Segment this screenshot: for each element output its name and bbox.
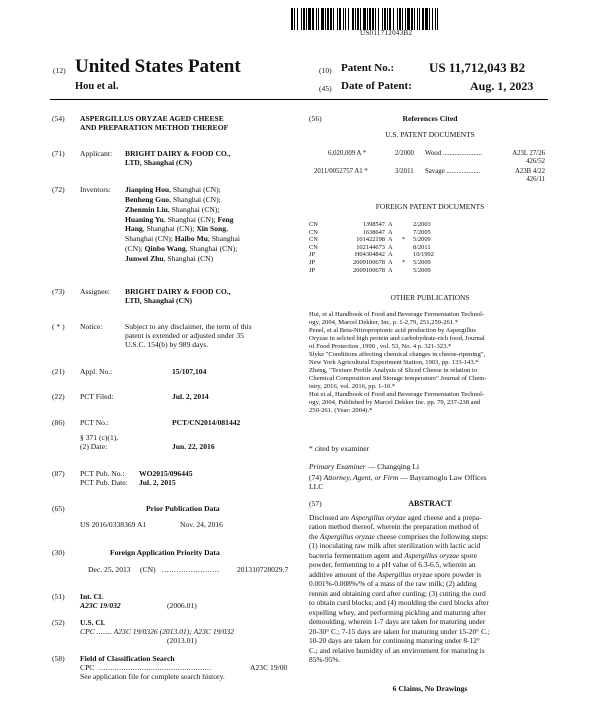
us-doc-class: A23B 4/22 bbox=[514, 168, 545, 175]
foreign-doc-date: 5/2009 bbox=[413, 236, 431, 244]
s371-date-label: (2) Date: bbox=[80, 442, 108, 451]
foreign-doc-country: CN bbox=[309, 221, 318, 228]
foreign-priority-country: (CN) bbox=[140, 565, 156, 574]
field-search-dots: .................................................. bbox=[99, 663, 212, 672]
foreign-doc-star: * bbox=[402, 236, 406, 244]
us-doc-number: 6,020,009 A * bbox=[328, 150, 367, 157]
abstract-line: 85%-95%. bbox=[309, 655, 341, 665]
other-pub-line: New York Agricultural Experiment Station, 1903, pp. 133-143.* bbox=[309, 359, 479, 367]
appl-no: 15/107,104 bbox=[172, 367, 207, 376]
foreign-doc-number: 102144673 bbox=[356, 243, 385, 251]
foreign-doc-date: 2/2003 bbox=[413, 221, 431, 228]
foreign-doc-kind: A bbox=[388, 221, 393, 228]
code-71: (71) bbox=[52, 149, 65, 158]
abstract-line: bacteria fermentation agent and Aspergillus oryzae spore bbox=[309, 550, 478, 560]
pct-filed-label: PCT Filed: bbox=[80, 392, 114, 401]
foreign-doc-kind: A bbox=[388, 236, 393, 244]
pct-pub-no: WO2015/096445 bbox=[139, 469, 193, 478]
us-cl-line-2: (2013.01) bbox=[167, 636, 197, 645]
abstract-line: 10-20 days are taken for continuing maturing under 8-12° bbox=[309, 636, 480, 646]
foreign-doc-kind: A bbox=[388, 243, 393, 251]
int-cl-label: Int. Cl. bbox=[80, 592, 103, 601]
abstract-line: Disclosed are Aspergillus oryzae aged cheese and a prepa- bbox=[309, 513, 482, 522]
other-pub-line: istry, 2016, vol. 2016, pp. 1-10.* bbox=[309, 383, 396, 391]
applicant-label: Applicant: bbox=[80, 149, 113, 158]
claims-summary: 6 Claims, No Drawings bbox=[392, 684, 468, 693]
abstract-line: additive amount of the Aspergillus oryzae spore powder is bbox=[309, 569, 482, 579]
foreign-docs-heading: FOREIGN PATENT DOCUMENTS bbox=[375, 202, 485, 211]
other-pubs-list bbox=[309, 311, 549, 415]
us-cl-line-1: CPC ........ A23C 19/0326 (2013.01); A23C 19/032 bbox=[80, 627, 234, 636]
date-label: Date of Patent: bbox=[341, 80, 412, 92]
other-pub-line: of Food Protection ,1990 , vol. 53, No. 4 p. 321-323.* bbox=[309, 343, 452, 351]
foreign-doc-country: JP bbox=[309, 259, 316, 266]
inventor-line: (CN); Qinbo Wang, Shanghai (CN); bbox=[125, 244, 238, 254]
assignee-line-1: BRIGHT DAIRY & FOOD CO., bbox=[125, 287, 231, 296]
abstract-line: demoulding, wherein 1-7 days are taken for maturing under bbox=[309, 617, 486, 627]
appl-no-label: Appl. No.: bbox=[80, 367, 113, 376]
code-72: (72) bbox=[52, 185, 65, 194]
pct-no-label: PCT No.: bbox=[80, 418, 109, 427]
abstract-line: to obtain curd blocks; and (4) moulding the curd blocks after bbox=[309, 598, 489, 608]
barcode bbox=[291, 8, 546, 30]
field-search-cpc: CPC bbox=[80, 663, 95, 672]
foreign-doc-country: CN bbox=[309, 236, 318, 244]
code-86: (86) bbox=[52, 418, 65, 427]
attorney-line-2: LLC bbox=[309, 482, 324, 491]
code-22: (22) bbox=[52, 392, 65, 401]
inventor-line: Zhenmin Liu, Shanghai (CN); bbox=[125, 204, 220, 214]
code-56: (56) bbox=[309, 114, 322, 123]
abstract-line: 0.001%-0.008%/% of a mass of the raw milk; (2) adding bbox=[309, 579, 477, 589]
patent-number: US 11,712,043 B2 bbox=[429, 60, 526, 75]
foreign-priority-dots: ........................ bbox=[162, 565, 220, 574]
inventor-line: Huaning Yu, Shanghai (CN); Feng bbox=[125, 214, 234, 224]
code-21: (21) bbox=[52, 367, 65, 376]
notice-line-1: Subject to any disclaimer, the term of this bbox=[125, 322, 252, 331]
us-cl-label: U.S. Cl. bbox=[80, 618, 105, 627]
foreign-doc-country: JP bbox=[309, 251, 316, 259]
code-58: (58) bbox=[52, 654, 65, 663]
foreign-doc-star: * bbox=[402, 259, 406, 266]
other-pub-line: ogy, 2004, Marcel Dekker, Inc, p. 1-2,79, 251,259-261.* bbox=[309, 319, 459, 327]
pct-filed-date: Jul. 2, 2014 bbox=[172, 392, 209, 401]
us-doc-name: Savage .................... bbox=[425, 168, 481, 175]
title-line-1: ASPERGILLUS ORYZAE AGED CHEESE bbox=[80, 114, 224, 123]
foreign-doc-date: 10/1992 bbox=[413, 251, 434, 259]
foreign-doc-date: 5/2009 bbox=[413, 259, 431, 266]
abstract-heading: ABSTRACT bbox=[408, 499, 452, 508]
patent-no-label: Patent No.: bbox=[341, 62, 395, 74]
prior-pub-heading: Prior Publication Data bbox=[146, 504, 220, 513]
inventor-short: Hou et al. bbox=[75, 81, 119, 92]
foreign-doc-number: 2009100678 bbox=[353, 259, 385, 266]
prior-pub-number: US 2016/0338369 A1 bbox=[80, 520, 147, 529]
other-pub-line: Chemical Composition and Storage temperature" Journal of Chem- bbox=[309, 375, 487, 383]
foreign-doc-country: CN bbox=[309, 243, 318, 251]
s371-date: Jun. 22, 2016 bbox=[172, 442, 215, 451]
abstract-line: ration method thereof, wherein the preparation method of bbox=[309, 522, 479, 532]
inventors-label: Inventors: bbox=[80, 185, 111, 194]
foreign-doc-kind: A bbox=[388, 251, 393, 259]
code-73: (73) bbox=[52, 287, 65, 296]
applicant-line-1: BRIGHT DAIRY & FOOD CO., bbox=[125, 149, 231, 158]
us-doc-subclass: 426/52 bbox=[526, 158, 545, 165]
foreign-doc-country: CN bbox=[309, 228, 318, 236]
code-54: (54) bbox=[52, 114, 65, 123]
us-docs-heading: U.S. PATENT DOCUMENTS bbox=[385, 130, 475, 139]
other-pub-line: Penel, et al Beta-Nitropropionic acid production by Aspergillus bbox=[309, 327, 476, 335]
foreign-doc-country: JP bbox=[309, 266, 316, 274]
other-pub-line: Oryzae in selcted high protein and carbohydrate-rich food, Journal bbox=[309, 335, 485, 343]
foreign-doc-date: 5/2009 bbox=[413, 266, 431, 274]
foreign-doc-kind: A bbox=[388, 266, 393, 274]
code-87: (87) bbox=[52, 469, 65, 478]
abstract-line: 20-30° C.; 7-15 days are taken for maturing under 15-20° C.; bbox=[309, 626, 490, 636]
abstract-text bbox=[309, 513, 549, 665]
code-52: (52) bbox=[52, 618, 65, 627]
other-pub-line: Slyke "Conditions affecting chemical changes in cheese-ripening", bbox=[309, 351, 486, 359]
abstract-line: (1) inoculating raw milk after sterilization with lactic acid bbox=[309, 541, 481, 551]
abstract-line: rennin and obtaining curd after curding; (3) cutting the curd bbox=[309, 588, 486, 598]
field-search-label: Field of Classification Search bbox=[80, 654, 175, 663]
inventor-line: Hang, Shanghai (CN); Xin Song, bbox=[125, 224, 228, 234]
foreign-doc-number: 2009100678 bbox=[353, 266, 385, 274]
code-45: (45) bbox=[319, 84, 332, 93]
attorney: (74) Attorney, Agent, or Firm — Bayramoglu Law Offices bbox=[309, 473, 487, 482]
code-51: (51) bbox=[52, 592, 65, 601]
foreign-doc-kind: A bbox=[388, 228, 393, 236]
primary-examiner: Primary Examiner — Changqing Li bbox=[309, 462, 420, 471]
abstract-line: C.; and relative humidity of an environment for maturing is bbox=[309, 645, 485, 655]
us-doc-number: 2011/0052757 A1 * bbox=[314, 168, 368, 175]
abstract-line: powder, fermenting to a pH value of 6.3-6.5, wherein an bbox=[309, 560, 476, 570]
foreign-doc-number: 1398547 bbox=[362, 221, 385, 228]
title-line-2: AND PREPARATION METHOD THEREOF bbox=[80, 123, 229, 132]
int-cl-class: A23C 19/032 bbox=[80, 601, 121, 610]
assignee-label: Assignee: bbox=[80, 287, 110, 296]
prior-pub-date: Nov. 24, 2016 bbox=[180, 520, 223, 529]
foreign-priority-number: 201310728029.7 bbox=[237, 565, 289, 574]
foreign-doc-number: H04304842 bbox=[354, 251, 385, 259]
foreign-doc-date: 7/2005 bbox=[413, 228, 431, 236]
us-doc-date: 3/2011 bbox=[395, 168, 414, 175]
barcode-number: US011712043B2 bbox=[360, 29, 413, 37]
references-heading: References Cited bbox=[402, 114, 458, 123]
foreign-doc-number: 101422198 bbox=[356, 236, 385, 244]
other-pubs-heading: OTHER PUBLICATIONS bbox=[390, 293, 470, 302]
foreign-doc-number: 1638647 bbox=[362, 228, 385, 236]
us-doc-class: A23L 27/26 bbox=[512, 150, 545, 157]
foreign-priority-heading: Foreign Application Priority Data bbox=[110, 548, 220, 557]
notice-line-3: U.S.C. 154(b) by 989 days. bbox=[125, 340, 209, 349]
code-notice: ( * ) bbox=[52, 322, 65, 331]
notice-label: Notice: bbox=[80, 322, 103, 331]
other-pub-line: ogy, 2004, Published by Marcel Dekker Inc. pp. 79, 237-238 and bbox=[309, 399, 481, 407]
s371-label: § 371 (c)(1), bbox=[80, 433, 119, 442]
code-10: (10) bbox=[319, 66, 332, 75]
applicant-line-2: LTD, Shanghai (CN) bbox=[125, 158, 193, 167]
barcode-bar bbox=[438, 8, 440, 30]
inventor-line: Benheng Guo, Shanghai (CN); bbox=[125, 194, 221, 204]
header-divider bbox=[50, 99, 548, 100]
inventor-line: Junwei Zhu, Shanghai (CN) bbox=[125, 254, 214, 264]
other-pub-line: 250-261. (Year: 2004).* bbox=[309, 407, 373, 415]
cited-by-examiner: * cited by examiner bbox=[309, 444, 370, 453]
other-pub-line: Zheng, "Texture Profile Analysis of Sliced Cheese in relation to bbox=[309, 367, 478, 375]
code-65: (65) bbox=[52, 504, 65, 513]
foreign-doc-kind: A bbox=[388, 259, 393, 266]
foreign-priority-date: Dec. 25, 2013 bbox=[88, 565, 131, 574]
abstract-line: expelling whey, and performing pickling and maturing after bbox=[309, 607, 486, 617]
foreign-doc-date: 8/2011 bbox=[413, 243, 431, 251]
us-doc-subclass: 426/11 bbox=[526, 176, 545, 183]
field-search-note: See application file for complete search history. bbox=[80, 672, 225, 681]
code-12: (12) bbox=[53, 66, 66, 75]
patent-date: Aug. 1, 2023 bbox=[470, 79, 534, 93]
document-title: United States Patent bbox=[75, 56, 241, 77]
pct-pub-no-label: PCT Pub. No.: bbox=[80, 469, 125, 478]
int-cl-version: (2006.01) bbox=[167, 601, 197, 610]
pct-no: PCT/CN2014/081442 bbox=[172, 418, 241, 427]
inventors-list bbox=[125, 185, 240, 264]
inventor-line: Jianping Hou, Shanghai (CN); bbox=[125, 185, 221, 194]
pct-pub-date-label: PCT Pub. Date: bbox=[80, 478, 128, 487]
us-doc-date: 2/2000 bbox=[395, 150, 414, 157]
code-57: (57) bbox=[309, 499, 322, 508]
notice-line-2: patent is extended or adjusted under 35 bbox=[125, 331, 244, 340]
abstract-line: the Aspergillus oryzae cheese comprises the following steps: bbox=[309, 531, 489, 541]
other-pub-line: Hui et al, Handbook of Food and Beverage Fermentation Technol- bbox=[309, 391, 485, 399]
code-30: (30) bbox=[52, 548, 65, 557]
other-pub-line: Hui, et al Handbook of Food and Beverage Fermentation Technol- bbox=[309, 311, 485, 318]
assignee-line-2: LTD, Shanghai (CN) bbox=[125, 296, 193, 305]
pct-pub-date: Jul. 2, 2015 bbox=[139, 478, 176, 487]
inventor-line: Shanghai (CN); Haibo Mu, Shanghai bbox=[125, 234, 240, 244]
us-doc-name: Wood ....................... bbox=[425, 150, 482, 157]
field-search-cpc-value: A23C 19/00 bbox=[250, 663, 288, 672]
